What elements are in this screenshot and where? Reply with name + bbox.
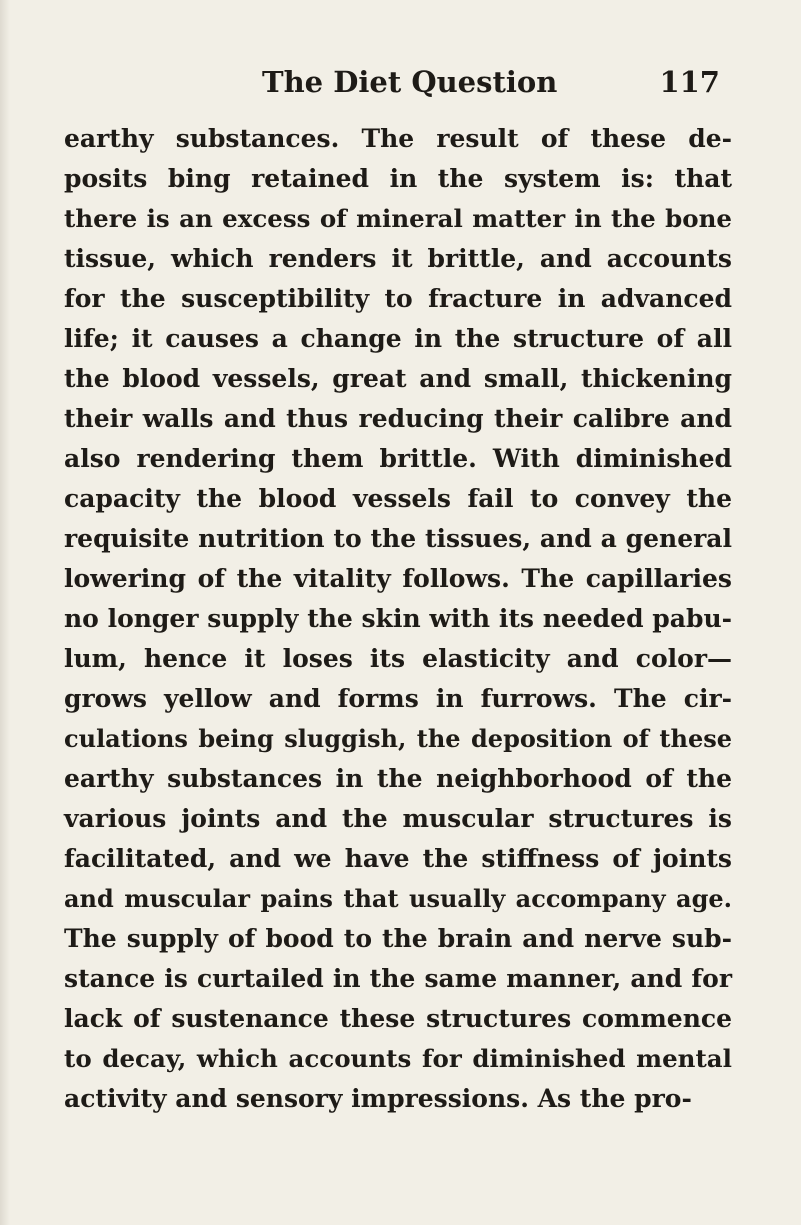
text-line: to decay, which accounts for diminished mental: [64, 1044, 732, 1073]
text-line: posits bing retained in the system is: that: [64, 164, 732, 193]
running-head: [262, 62, 722, 102]
text-line: there is an excess of mineral matter in the bone: [64, 204, 732, 233]
text-line: also rendering them brittle. With diminished: [64, 444, 732, 473]
text-line: lowering of the vitality follows. The capillaries: [64, 564, 732, 593]
body-text: [64, 119, 732, 1119]
page-gutter-shadow: [0, 0, 10, 1225]
text-line: lum, hence it loses its elasticity and color—: [64, 644, 732, 673]
text-line: grows yellow and forms in furrows. The cir-: [64, 684, 732, 713]
text-line: capacity the blood vessels fail to convey the: [64, 484, 732, 513]
text-line: various joints and the muscular structures is: [64, 804, 732, 833]
text-line: culations being sluggish, the deposition of these: [64, 724, 732, 753]
text-line: no longer supply the skin with its needed pabu-: [64, 604, 732, 633]
text-line: stance is curtailed in the same manner, and for: [64, 964, 732, 993]
text-line: their walls and thus reducing their calibre and: [64, 404, 732, 433]
text-line: tissue, which renders it brittle, and accounts: [64, 244, 732, 273]
text-line: activity and sensory impressions. As the pro-: [64, 1084, 692, 1113]
text-line: earthy substances. The result of these de-: [64, 124, 732, 153]
text-line: requisite nutrition to the tissues, and a general: [64, 524, 732, 553]
text-line: lack of sustenance these structures commence: [64, 1004, 732, 1033]
text-line: and muscular pains that usually accompany age.: [64, 884, 732, 913]
text-line: earthy substances in the neighborhood of the: [64, 764, 732, 793]
running-title: The Diet Question: [262, 65, 558, 99]
text-line: the blood vessels, great and small, thickening: [64, 364, 732, 393]
text-line: The supply of bood to the brain and nerve sub-: [64, 924, 732, 953]
text-line: facilitated, and we have the stiffness of joints: [64, 844, 732, 873]
page-number: 117: [659, 65, 720, 99]
text-line: life; it causes a change in the structure of all: [64, 324, 732, 353]
text-line: for the susceptibility to fracture in advanced: [64, 284, 732, 313]
